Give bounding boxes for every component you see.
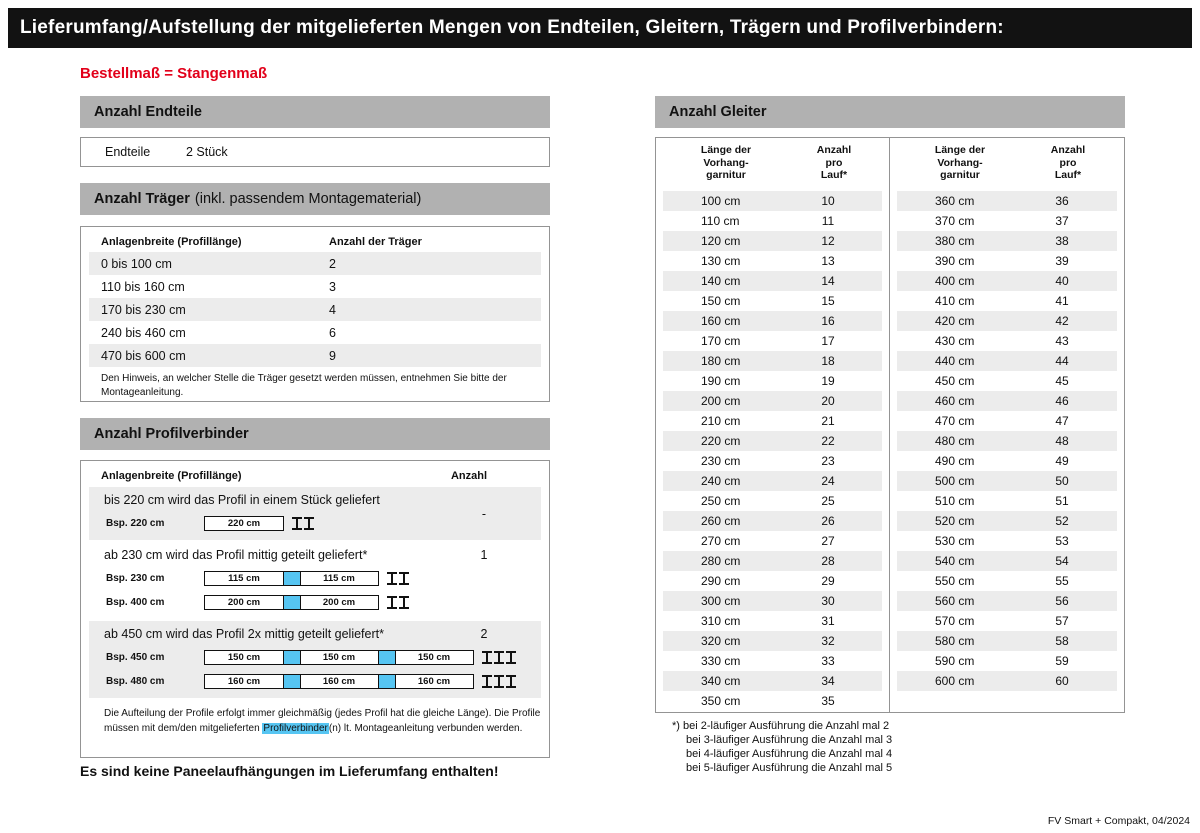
profile-connector bbox=[378, 650, 396, 665]
length-cell: 470 cm bbox=[935, 414, 975, 428]
profile-segment: 150 cm bbox=[299, 650, 379, 665]
count-cell: 40 bbox=[1055, 274, 1069, 288]
profil-table-header bbox=[81, 466, 549, 485]
table-row bbox=[663, 331, 882, 351]
length-cell: 260 cm bbox=[701, 514, 741, 528]
table-row bbox=[897, 531, 1117, 551]
page-title: Lieferumfang/Aufstellung der mitgelieferten Mengen von Endteilen, Gleitern, Trägern und Profilverbindern: bbox=[8, 8, 1192, 48]
footnote-line: bei 3-läufiger Ausführung die Anzahl mal 3 bbox=[686, 734, 893, 746]
count-cell: 37 bbox=[1055, 214, 1069, 228]
profile-connector bbox=[378, 674, 396, 689]
table-row bbox=[897, 411, 1117, 431]
count-cell: 52 bbox=[1055, 514, 1069, 528]
section-header-traeger bbox=[80, 183, 550, 215]
gleiter-column-headers bbox=[897, 144, 1117, 188]
count-cell: 17 bbox=[821, 334, 835, 348]
traeger-note: Den Hinweis, an welcher Stelle die Träger gesetzt werden müssen, entnehmen Sie bitte der Montageanleitung. bbox=[101, 373, 507, 398]
length-cell: 440 cm bbox=[935, 354, 975, 368]
profil-note-part1: Die Aufteilung der Profile erfolgt immer gleichmäßig (jedes Profil hat die gleiche Länge). Die Profile müssen mit dem/den mitgelieferten bbox=[104, 708, 541, 734]
length-cell: 520 cm bbox=[935, 514, 975, 528]
profil-note bbox=[81, 698, 549, 736]
count-cell: 49 bbox=[1055, 454, 1069, 468]
section-header-endteile bbox=[80, 96, 550, 128]
example-label: Bsp. 450 cm bbox=[106, 652, 165, 663]
length-cell: 500 cm bbox=[935, 474, 975, 488]
profilverbinder-highlight: Profilverbinder bbox=[263, 722, 328, 734]
count-cell: 34 bbox=[821, 674, 835, 688]
count-cell: 6 bbox=[329, 325, 336, 340]
length-cell: 280 cm bbox=[701, 554, 741, 568]
gleiter-table-left bbox=[656, 138, 889, 712]
table-row bbox=[663, 251, 882, 271]
count-cell: 29 bbox=[821, 574, 835, 588]
table-row bbox=[897, 291, 1117, 311]
table-row bbox=[897, 431, 1117, 451]
endteile-value: 2 Stück bbox=[186, 145, 228, 159]
length-cell: 200 cm bbox=[701, 394, 741, 408]
length-cell: 530 cm bbox=[935, 534, 975, 548]
count-cell: 27 bbox=[821, 534, 835, 548]
count-cell: 38 bbox=[1055, 234, 1069, 248]
count-cell: 54 bbox=[1055, 554, 1069, 568]
count-cell: 43 bbox=[1055, 334, 1069, 348]
bracket-icons bbox=[292, 517, 314, 530]
table-row bbox=[663, 231, 882, 251]
count-cell: 20 bbox=[821, 394, 835, 408]
traeger-col-count: Anzahl der Träger bbox=[329, 236, 422, 248]
profile-example bbox=[106, 571, 541, 586]
anzahl-value: 2 bbox=[480, 627, 488, 641]
count-cell: 31 bbox=[821, 614, 835, 628]
length-cell: 270 cm bbox=[701, 534, 741, 548]
length-cell: 580 cm bbox=[935, 634, 975, 648]
table-row bbox=[663, 271, 882, 291]
table-row bbox=[897, 671, 1117, 691]
table-row bbox=[897, 611, 1117, 631]
table-row bbox=[897, 311, 1117, 331]
count-cell: 48 bbox=[1055, 434, 1069, 448]
length-cell: 490 cm bbox=[935, 454, 975, 468]
section-header-profilverbinder-label: Anzahl Profilverbinder bbox=[94, 426, 249, 442]
bracket-icon bbox=[506, 675, 516, 688]
length-cell: 300 cm bbox=[701, 594, 741, 608]
length-cell: 600 cm bbox=[935, 674, 975, 688]
count-cell: 15 bbox=[821, 294, 835, 308]
table-row bbox=[897, 571, 1117, 591]
count-cell: 13 bbox=[821, 254, 835, 268]
profile-bar bbox=[204, 650, 474, 665]
profile-connector bbox=[283, 674, 301, 689]
profile-bar bbox=[204, 595, 379, 610]
table-row bbox=[663, 351, 882, 371]
table-row bbox=[663, 531, 882, 551]
length-cell: 150 cm bbox=[701, 294, 741, 308]
length-cell: 560 cm bbox=[935, 594, 975, 608]
count-cell: 14 bbox=[821, 274, 835, 288]
length-cell: 350 cm bbox=[701, 694, 741, 708]
length-column-header: Länge der Vorhang- garnitur bbox=[700, 144, 752, 182]
profil-col-width: Anlagenbreite (Profillänge) bbox=[101, 469, 242, 482]
count-cell: 36 bbox=[1055, 194, 1069, 208]
table-row bbox=[897, 251, 1117, 271]
table-row bbox=[663, 411, 882, 431]
profile-segment: 160 cm bbox=[394, 674, 474, 689]
range-cell: 110 bis 160 cm bbox=[101, 279, 185, 294]
table-row bbox=[663, 491, 882, 511]
count-cell: 3 bbox=[329, 279, 336, 294]
table-row bbox=[897, 471, 1117, 491]
count-cell: 22 bbox=[821, 434, 835, 448]
length-cell: 180 cm bbox=[701, 354, 741, 368]
length-cell: 240 cm bbox=[701, 474, 741, 488]
section-title: ab 450 cm wird das Profil 2x mittig geteilt geliefert* bbox=[104, 627, 384, 641]
bracket-icon bbox=[506, 651, 516, 664]
section-header-traeger-bold: Anzahl Träger bbox=[94, 191, 190, 207]
table-row bbox=[897, 451, 1117, 471]
length-cell: 330 cm bbox=[701, 654, 741, 668]
length-cell: 510 cm bbox=[935, 494, 975, 508]
profile-segment: 115 cm bbox=[204, 571, 284, 586]
profile-segment: 200 cm bbox=[299, 595, 379, 610]
length-cell: 360 cm bbox=[935, 194, 975, 208]
table-row bbox=[663, 391, 882, 411]
range-cell: 240 bis 460 cm bbox=[101, 325, 186, 340]
length-cell: 460 cm bbox=[935, 394, 975, 408]
traeger-table-header bbox=[89, 232, 541, 252]
length-cell: 570 cm bbox=[935, 614, 975, 628]
traeger-rows bbox=[81, 252, 549, 367]
table-row bbox=[663, 651, 882, 671]
count-cell: 41 bbox=[1055, 294, 1069, 308]
length-cell: 130 cm bbox=[701, 254, 741, 268]
length-cell: 320 cm bbox=[701, 634, 741, 648]
profile-segment: 150 cm bbox=[394, 650, 474, 665]
table-row bbox=[897, 651, 1117, 671]
count-cell: 58 bbox=[1055, 634, 1069, 648]
count-cell: 21 bbox=[821, 414, 835, 428]
profile-bar bbox=[204, 674, 474, 689]
endteile-box bbox=[80, 137, 550, 167]
footnote-line: *) bei 2-läufiger Ausführung die Anzahl mal 2 bbox=[672, 720, 890, 732]
table-row bbox=[897, 511, 1117, 531]
count-cell: 10 bbox=[821, 194, 835, 208]
count-cell: 47 bbox=[1055, 414, 1069, 428]
count-cell: 32 bbox=[821, 634, 835, 648]
traeger-table bbox=[80, 226, 550, 402]
count-cell: 30 bbox=[821, 594, 835, 608]
section-title: bis 220 cm wird das Profil in einem Stück geliefert bbox=[104, 493, 380, 507]
table-row bbox=[897, 191, 1117, 211]
table-row bbox=[897, 351, 1117, 371]
table-row bbox=[897, 591, 1117, 611]
range-cell: 470 bis 600 cm bbox=[101, 348, 186, 363]
gleiter-table-right bbox=[890, 138, 1124, 712]
count-cell: 11 bbox=[821, 214, 835, 228]
profil-section bbox=[89, 621, 541, 698]
gleiter-column-headers bbox=[663, 144, 882, 188]
length-cell: 430 cm bbox=[935, 334, 975, 348]
no-panel-hangers-note: Es sind keine Paneelaufhängungen im Lieferumfang enthalten! bbox=[80, 763, 499, 779]
order-measure-note: Bestellmaß = Stangenmaß bbox=[80, 65, 268, 82]
table-row bbox=[897, 631, 1117, 651]
footnote-line: bei 5-läufiger Ausführung die Anzahl mal 5 bbox=[686, 762, 893, 774]
range-cell: 0 bis 100 cm bbox=[101, 256, 172, 271]
anzahl-value: 1 bbox=[480, 548, 488, 562]
count-column-header: Anzahl pro Lauf* bbox=[816, 144, 852, 182]
bracket-icon bbox=[494, 675, 504, 688]
profile-connector bbox=[283, 571, 301, 586]
profil-section bbox=[89, 487, 541, 540]
table-row bbox=[89, 321, 541, 344]
table-row bbox=[663, 431, 882, 451]
table-row bbox=[897, 551, 1117, 571]
length-cell: 420 cm bbox=[935, 314, 975, 328]
table-row bbox=[663, 671, 882, 691]
profile-connector bbox=[283, 650, 301, 665]
count-cell: 35 bbox=[821, 694, 835, 708]
profile-bar bbox=[204, 571, 379, 586]
length-cell: 170 cm bbox=[701, 334, 741, 348]
count-cell: 23 bbox=[821, 454, 835, 468]
bracket-icons bbox=[482, 675, 516, 688]
length-cell: 140 cm bbox=[701, 274, 741, 288]
count-cell: 46 bbox=[1055, 394, 1069, 408]
section-header-gleiter-label: Anzahl Gleiter bbox=[669, 104, 767, 120]
length-cell: 390 cm bbox=[935, 254, 975, 268]
count-cell: 4 bbox=[329, 302, 336, 317]
table-row bbox=[897, 231, 1117, 251]
count-cell: 33 bbox=[821, 654, 835, 668]
table-row bbox=[663, 211, 882, 231]
profile-example bbox=[106, 650, 541, 665]
length-cell: 370 cm bbox=[935, 214, 975, 228]
table-row bbox=[663, 551, 882, 571]
example-label: Bsp. 230 cm bbox=[106, 573, 165, 584]
count-cell: 45 bbox=[1055, 374, 1069, 388]
count-cell: 60 bbox=[1055, 674, 1069, 688]
table-row bbox=[663, 691, 882, 711]
bracket-icon bbox=[482, 675, 492, 688]
profile-example bbox=[106, 674, 541, 689]
length-cell: 120 cm bbox=[701, 234, 741, 248]
count-column-header: Anzahl pro Lauf* bbox=[1050, 144, 1086, 182]
table-row bbox=[89, 252, 541, 275]
table-row bbox=[89, 275, 541, 298]
length-cell: 380 cm bbox=[935, 234, 975, 248]
table-row bbox=[663, 291, 882, 311]
profile-connector bbox=[283, 595, 301, 610]
bracket-icon bbox=[387, 596, 397, 609]
section-header-gleiter bbox=[655, 96, 1125, 128]
count-cell: 16 bbox=[821, 314, 835, 328]
section-header-endteile-label: Anzahl Endteile bbox=[94, 104, 202, 120]
length-cell: 310 cm bbox=[701, 614, 741, 628]
table-row bbox=[897, 491, 1117, 511]
count-cell: 55 bbox=[1055, 574, 1069, 588]
bracket-icons bbox=[387, 572, 409, 585]
length-cell: 100 cm bbox=[701, 194, 741, 208]
table-row bbox=[663, 471, 882, 491]
gleiter-table bbox=[655, 137, 1125, 713]
length-cell: 110 cm bbox=[701, 214, 740, 228]
table-row bbox=[663, 191, 882, 211]
gleiter-footnotes bbox=[672, 719, 892, 775]
example-label: Bsp. 480 cm bbox=[106, 676, 165, 687]
count-cell: 57 bbox=[1055, 614, 1069, 628]
table-row bbox=[663, 591, 882, 611]
count-cell: 56 bbox=[1055, 594, 1069, 608]
table-row bbox=[89, 298, 541, 321]
anzahl-value: - bbox=[481, 506, 487, 521]
count-cell: 44 bbox=[1055, 354, 1069, 368]
profile-segment: 115 cm bbox=[299, 571, 379, 586]
length-cell: 590 cm bbox=[935, 654, 975, 668]
length-cell: 190 cm bbox=[701, 374, 741, 388]
profil-sections bbox=[81, 487, 549, 698]
length-cell: 400 cm bbox=[935, 274, 975, 288]
profile-bar bbox=[204, 516, 284, 531]
section-title: ab 230 cm wird das Profil mittig geteilt geliefert* bbox=[104, 548, 368, 562]
table-row bbox=[897, 371, 1117, 391]
count-cell: 39 bbox=[1055, 254, 1069, 268]
length-cell: 550 cm bbox=[935, 574, 975, 588]
count-cell: 59 bbox=[1055, 654, 1069, 668]
count-cell: 28 bbox=[821, 554, 835, 568]
length-cell: 220 cm bbox=[701, 434, 741, 448]
table-row bbox=[897, 331, 1117, 351]
table-row bbox=[89, 344, 541, 367]
endteile-label: Endteile bbox=[105, 145, 151, 159]
table-row bbox=[897, 211, 1117, 231]
length-cell: 540 cm bbox=[935, 554, 975, 568]
count-cell: 19 bbox=[821, 374, 835, 388]
bracket-icon bbox=[304, 517, 314, 530]
count-cell: 42 bbox=[1055, 314, 1069, 328]
bracket-icon bbox=[494, 651, 504, 664]
profile-segment: 160 cm bbox=[204, 674, 284, 689]
table-row bbox=[663, 371, 882, 391]
table-row bbox=[897, 271, 1117, 291]
length-cell: 480 cm bbox=[935, 434, 975, 448]
section-header-profilverbinder bbox=[80, 418, 550, 450]
bracket-icons bbox=[482, 651, 516, 664]
length-cell: 450 cm bbox=[935, 374, 975, 388]
table-row bbox=[663, 571, 882, 591]
length-cell: 290 cm bbox=[701, 574, 741, 588]
table-row bbox=[663, 451, 882, 471]
profilverbinder-table bbox=[80, 460, 550, 758]
table-row bbox=[663, 511, 882, 531]
profile-segment: 150 cm bbox=[204, 650, 284, 665]
count-cell: 12 bbox=[821, 234, 835, 248]
bracket-icon bbox=[482, 651, 492, 664]
table-row bbox=[663, 311, 882, 331]
bracket-icon bbox=[399, 596, 409, 609]
profil-section bbox=[89, 542, 541, 619]
bracket-icon bbox=[399, 572, 409, 585]
profile-segment: 200 cm bbox=[204, 595, 284, 610]
length-cell: 410 cm bbox=[935, 294, 975, 308]
table-row bbox=[663, 631, 882, 651]
footnote-line: bei 4-läufiger Ausführung die Anzahl mal 4 bbox=[686, 748, 893, 760]
example-label: Bsp. 400 cm bbox=[106, 597, 165, 608]
profil-col-count: Anzahl bbox=[450, 469, 488, 482]
length-column-header: Länge der Vorhang- garnitur bbox=[934, 144, 986, 182]
bracket-icon bbox=[387, 572, 397, 585]
count-cell: 51 bbox=[1055, 494, 1069, 508]
profile-example bbox=[106, 595, 541, 610]
length-cell: 250 cm bbox=[701, 494, 741, 508]
count-cell: 50 bbox=[1055, 474, 1069, 488]
length-cell: 160 cm bbox=[701, 314, 741, 328]
count-cell: 2 bbox=[329, 256, 336, 271]
count-cell: 53 bbox=[1055, 534, 1069, 548]
length-cell: 210 cm bbox=[701, 414, 741, 428]
length-cell: 230 cm bbox=[701, 454, 741, 468]
profile-segment: 220 cm bbox=[204, 516, 284, 531]
table-row bbox=[663, 611, 882, 631]
bracket-icons bbox=[387, 596, 409, 609]
length-cell: 340 cm bbox=[701, 674, 741, 688]
example-label: Bsp. 220 cm bbox=[106, 518, 165, 529]
count-cell: 24 bbox=[821, 474, 835, 488]
traeger-col-width: Anlagenbreite (Profillänge) bbox=[101, 236, 242, 248]
table-row bbox=[897, 391, 1117, 411]
count-cell: 25 bbox=[821, 494, 835, 508]
count-cell: 18 bbox=[821, 354, 835, 368]
count-cell: 9 bbox=[329, 348, 336, 363]
bracket-icon bbox=[292, 517, 302, 530]
profile-segment: 160 cm bbox=[299, 674, 379, 689]
document-footer: FV Smart + Compakt, 04/2024 bbox=[1047, 815, 1190, 827]
section-header-traeger-rest: (inkl. passendem Montagematerial) bbox=[194, 191, 422, 207]
range-cell: 170 bis 230 cm bbox=[101, 302, 186, 317]
count-cell: 26 bbox=[821, 514, 835, 528]
profil-note-part2: (n) lt. Montageanleitung verbunden werden. bbox=[328, 722, 523, 734]
